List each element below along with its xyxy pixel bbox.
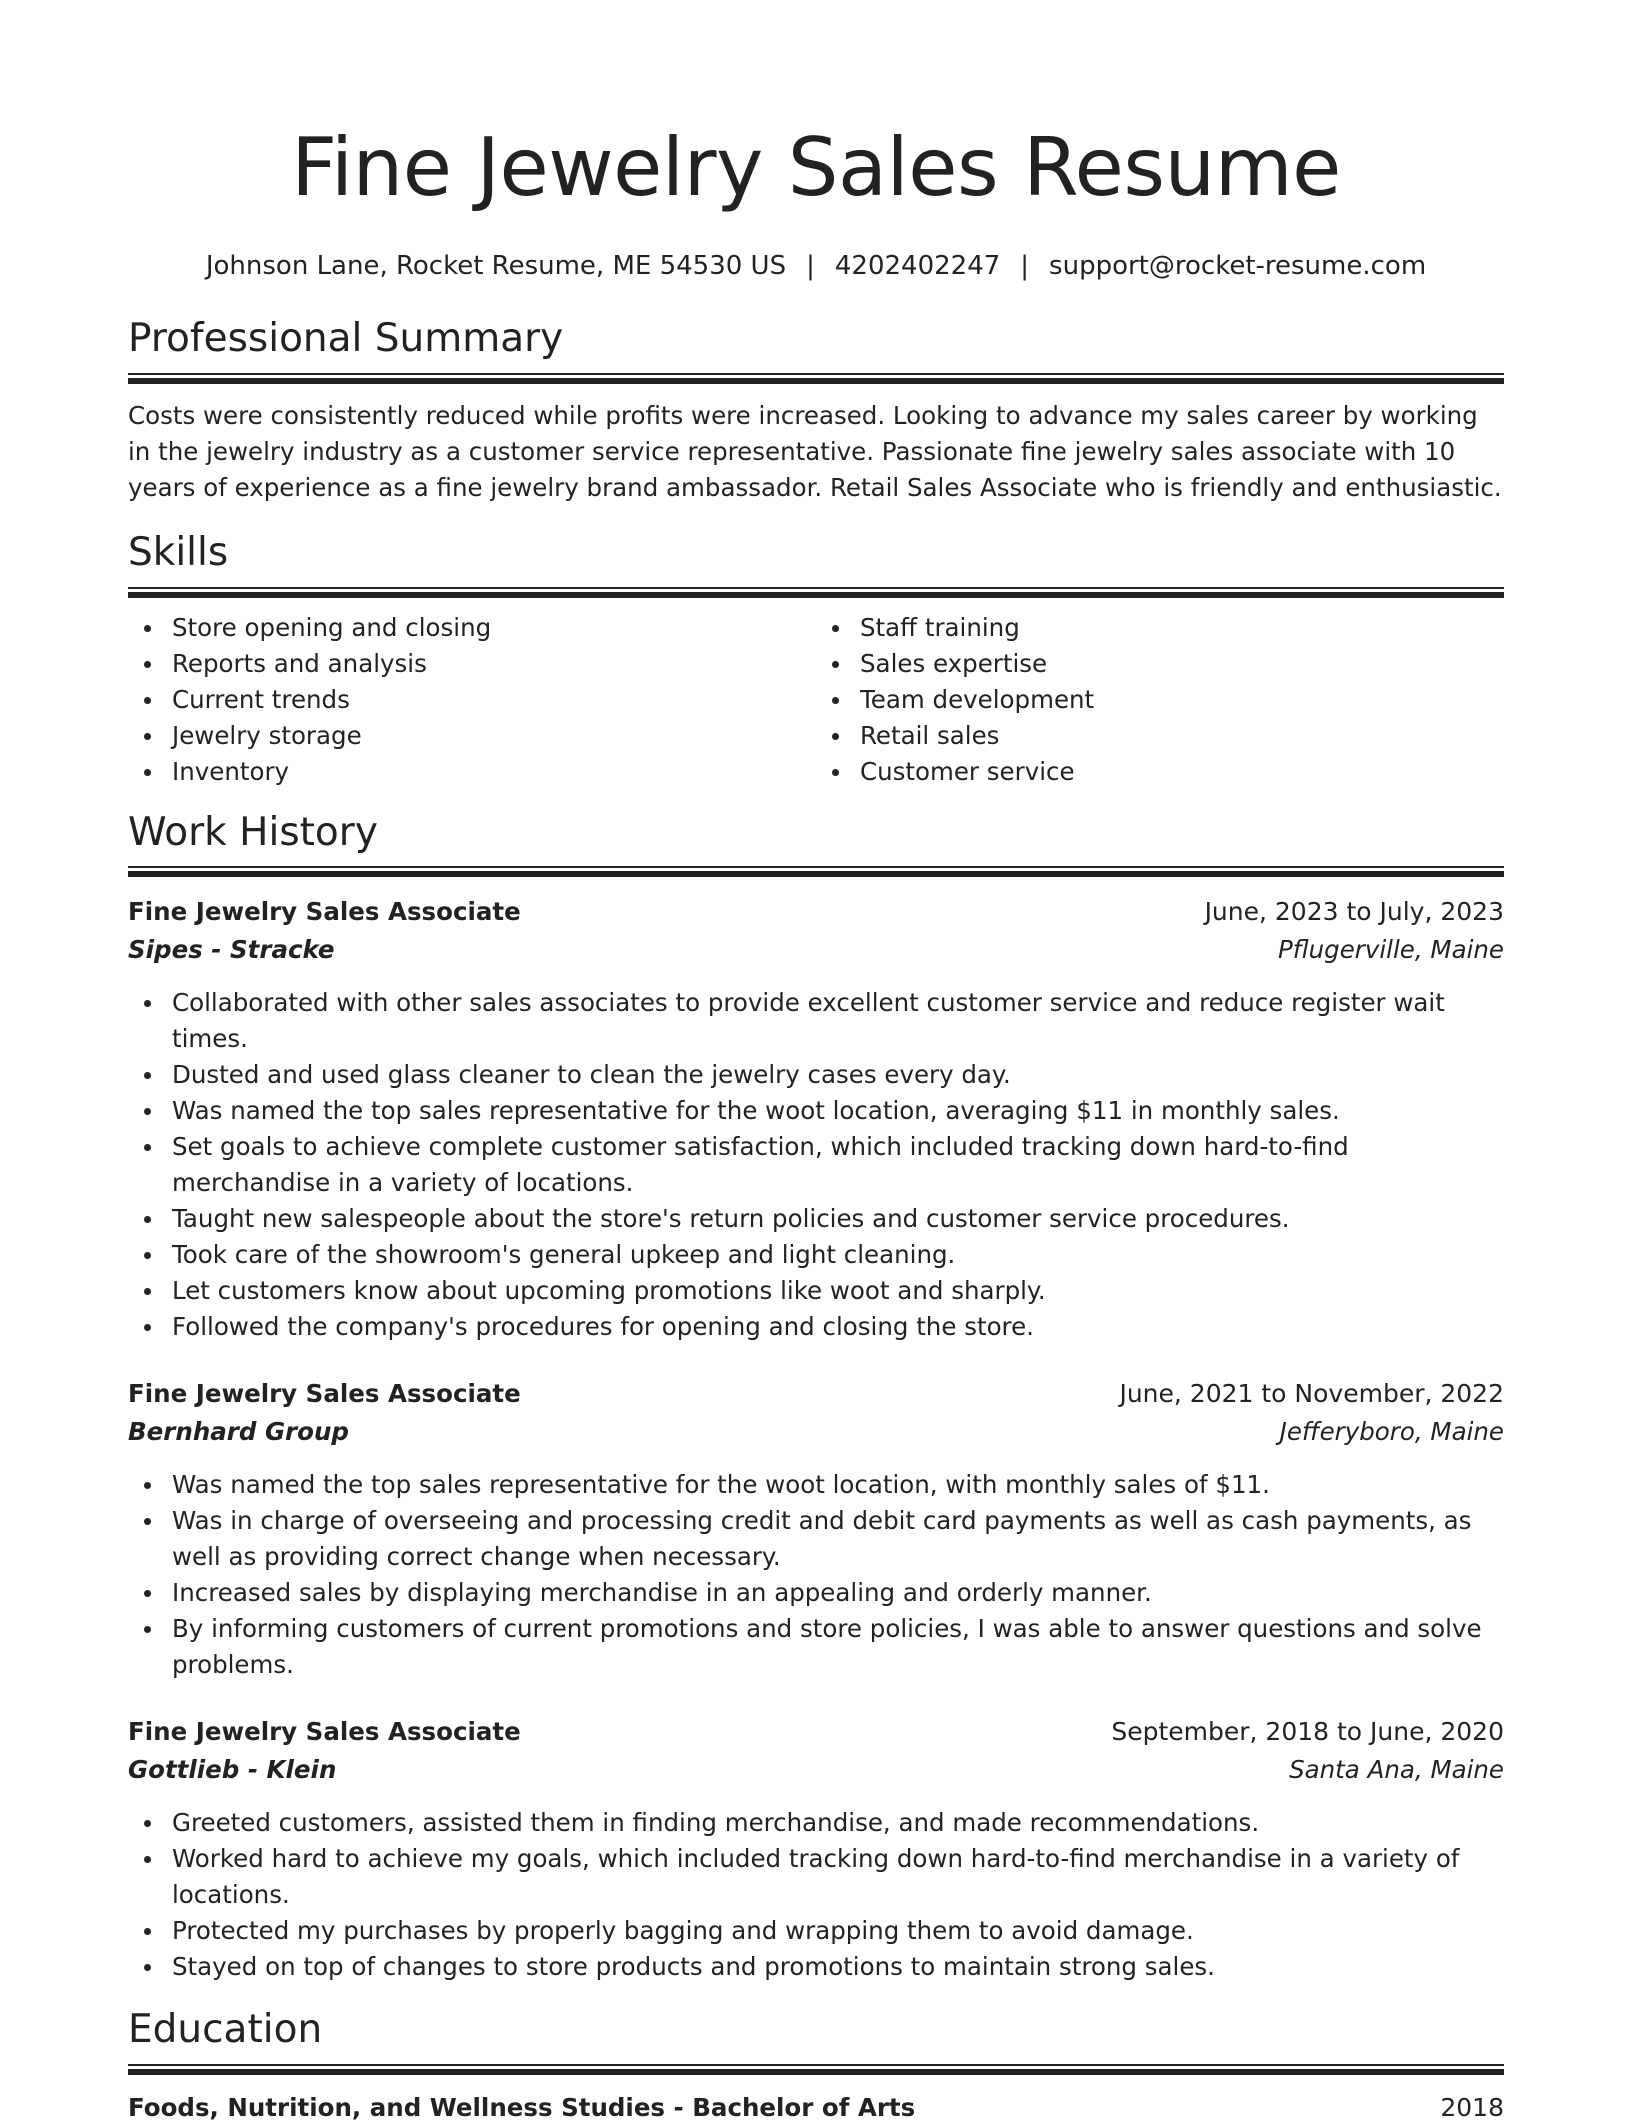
job-location: Jefferyboro, Maine	[1279, 1417, 1504, 1447]
job-company: Bernhard Group	[128, 1417, 349, 1447]
skill-item: Team development	[816, 682, 1504, 718]
job-bullets	[128, 985, 1504, 1345]
skills-section	[128, 530, 1504, 790]
job-title: Fine Jewelry Sales Associate	[128, 1717, 521, 1747]
skill-item: Customer service	[816, 754, 1504, 790]
summary-text: Costs were consistently reduced while profits were increased. Looking to advance my sales career by working in the jewelry industry as a customer service representative. Passionate fine jewelry sales associate with 10 years of experience as a fine jewelry brand ambassador. Retail Sales Associate who is friendly and enthusiastic.	[128, 400, 1502, 502]
contact-email: support@rocket-resume.com	[1049, 251, 1427, 281]
section-divider	[128, 2064, 1504, 2075]
skill-item: Retail sales	[816, 718, 1504, 754]
job-bullet: Dusted and used glass cleaner to clean the jewelry cases every day.	[128, 1057, 1504, 1093]
skills-list	[128, 610, 1504, 790]
job-header	[128, 1713, 1504, 1751]
job-bullets	[128, 1805, 1504, 1985]
job-bullet: By informing customers of current promotions and store policies, I was able to answer questions and solve problems.	[128, 1611, 1504, 1683]
work-heading: Work History	[128, 809, 378, 855]
skills-column-right	[816, 610, 1504, 790]
job-company: Gottlieb - Klein	[128, 1755, 337, 1785]
section-divider	[128, 587, 1504, 598]
job-title: Fine Jewelry Sales Associate	[128, 897, 521, 927]
job-dates: June, 2023 to July, 2023	[1204, 897, 1504, 927]
job-bullet: Took care of the showroom's general upkeep and light cleaning.	[128, 1237, 1504, 1273]
skill-item: Staff training	[816, 610, 1504, 646]
job-bullet: Collaborated with other sales associates to provide excellent customer service and reduce register wait times.	[128, 985, 1504, 1057]
job-title: Fine Jewelry Sales Associate	[128, 1379, 521, 1409]
job-location: Pflugerville, Maine	[1278, 935, 1504, 965]
job-bullet: Greeted customers, assisted them in finding merchandise, and made recommendations.	[128, 1805, 1504, 1841]
skill-item: Store opening and closing	[128, 610, 816, 646]
job-bullet: Increased sales by displaying merchandise in an appealing and orderly manner.	[128, 1575, 1504, 1611]
skill-item: Reports and analysis	[128, 646, 816, 682]
contact-separator: |	[1020, 251, 1030, 281]
education-degree: Foods, Nutrition, and Wellness Studies - Bachelor of Arts	[128, 2093, 916, 2123]
summary-section	[128, 316, 1504, 506]
summary-heading: Professional Summary	[128, 316, 564, 361]
work-section	[128, 810, 1504, 1986]
education-entry	[128, 2089, 1504, 2127]
job-bullet: Stayed on top of changes to store products and promotions to maintain strong sales.	[128, 1949, 1504, 1985]
job-header	[128, 893, 1504, 931]
education-year: 2018	[1440, 2093, 1504, 2123]
job-header	[128, 1375, 1504, 1413]
job-bullet: Was named the top sales representative for the woot location, averaging $11 in monthly sales.	[128, 1093, 1504, 1129]
job-bullet: Set goals to achieve complete customer satisfaction, which included tracking down hard-to-find merchandise in a variety of locations.	[128, 1129, 1504, 1201]
contact-separator: |	[806, 251, 815, 281]
job-dates: September, 2018 to June, 2020	[1111, 1717, 1504, 1747]
job-company: Sipes - Stracke	[128, 935, 335, 965]
skill-item: Jewelry storage	[128, 718, 816, 754]
section-divider	[128, 866, 1504, 877]
skill-item: Current trends	[128, 682, 816, 718]
job-entry	[128, 1375, 1504, 1683]
job-subheader	[128, 931, 1504, 969]
skills-column-left	[128, 610, 816, 790]
job-subheader	[128, 1751, 1504, 1789]
job-bullet: Let customers know about upcoming promotions like woot and sharply.	[128, 1273, 1504, 1309]
job-bullet: Was named the top sales representative for the woot location, with monthly sales of $11.	[128, 1467, 1504, 1503]
job-bullet: Worked hard to achieve my goals, which included tracking down hard-to-find merchandise in a variety of locations.	[128, 1841, 1504, 1913]
skill-item: Sales expertise	[816, 646, 1504, 682]
job-dates: June, 2021 to November, 2022	[1119, 1379, 1504, 1409]
job-subheader	[128, 1413, 1504, 1451]
contact-address: Johnson Lane, Rocket Resume, ME 54530 US	[205, 251, 787, 281]
job-entry	[128, 1713, 1504, 1985]
job-bullet: Was in charge of overseeing and processing credit and debit card payments as well as cash payments, as well as providing correct change when necessary.	[128, 1503, 1504, 1575]
education-heading: Education	[128, 2007, 323, 2053]
job-bullet: Protected my purchases by properly bagging and wrapping them to avoid damage.	[128, 1913, 1504, 1949]
skill-item: Inventory	[128, 754, 816, 790]
section-divider	[128, 373, 1504, 384]
job-bullet: Taught new salespeople about the store's return policies and customer service procedures.	[128, 1201, 1504, 1237]
job-bullets	[128, 1467, 1504, 1683]
skills-heading: Skills	[128, 529, 229, 575]
job-entry	[128, 893, 1504, 1345]
education-section	[128, 2007, 1504, 2127]
job-bullet: Followed the company's procedures for opening and closing the store.	[128, 1309, 1504, 1345]
resume-title: Fine Jewelry Sales Resume	[291, 121, 1341, 214]
job-location: Santa Ana, Maine	[1289, 1755, 1504, 1785]
contact-line	[128, 248, 1504, 284]
contact-phone: 4202402247	[834, 251, 1001, 281]
